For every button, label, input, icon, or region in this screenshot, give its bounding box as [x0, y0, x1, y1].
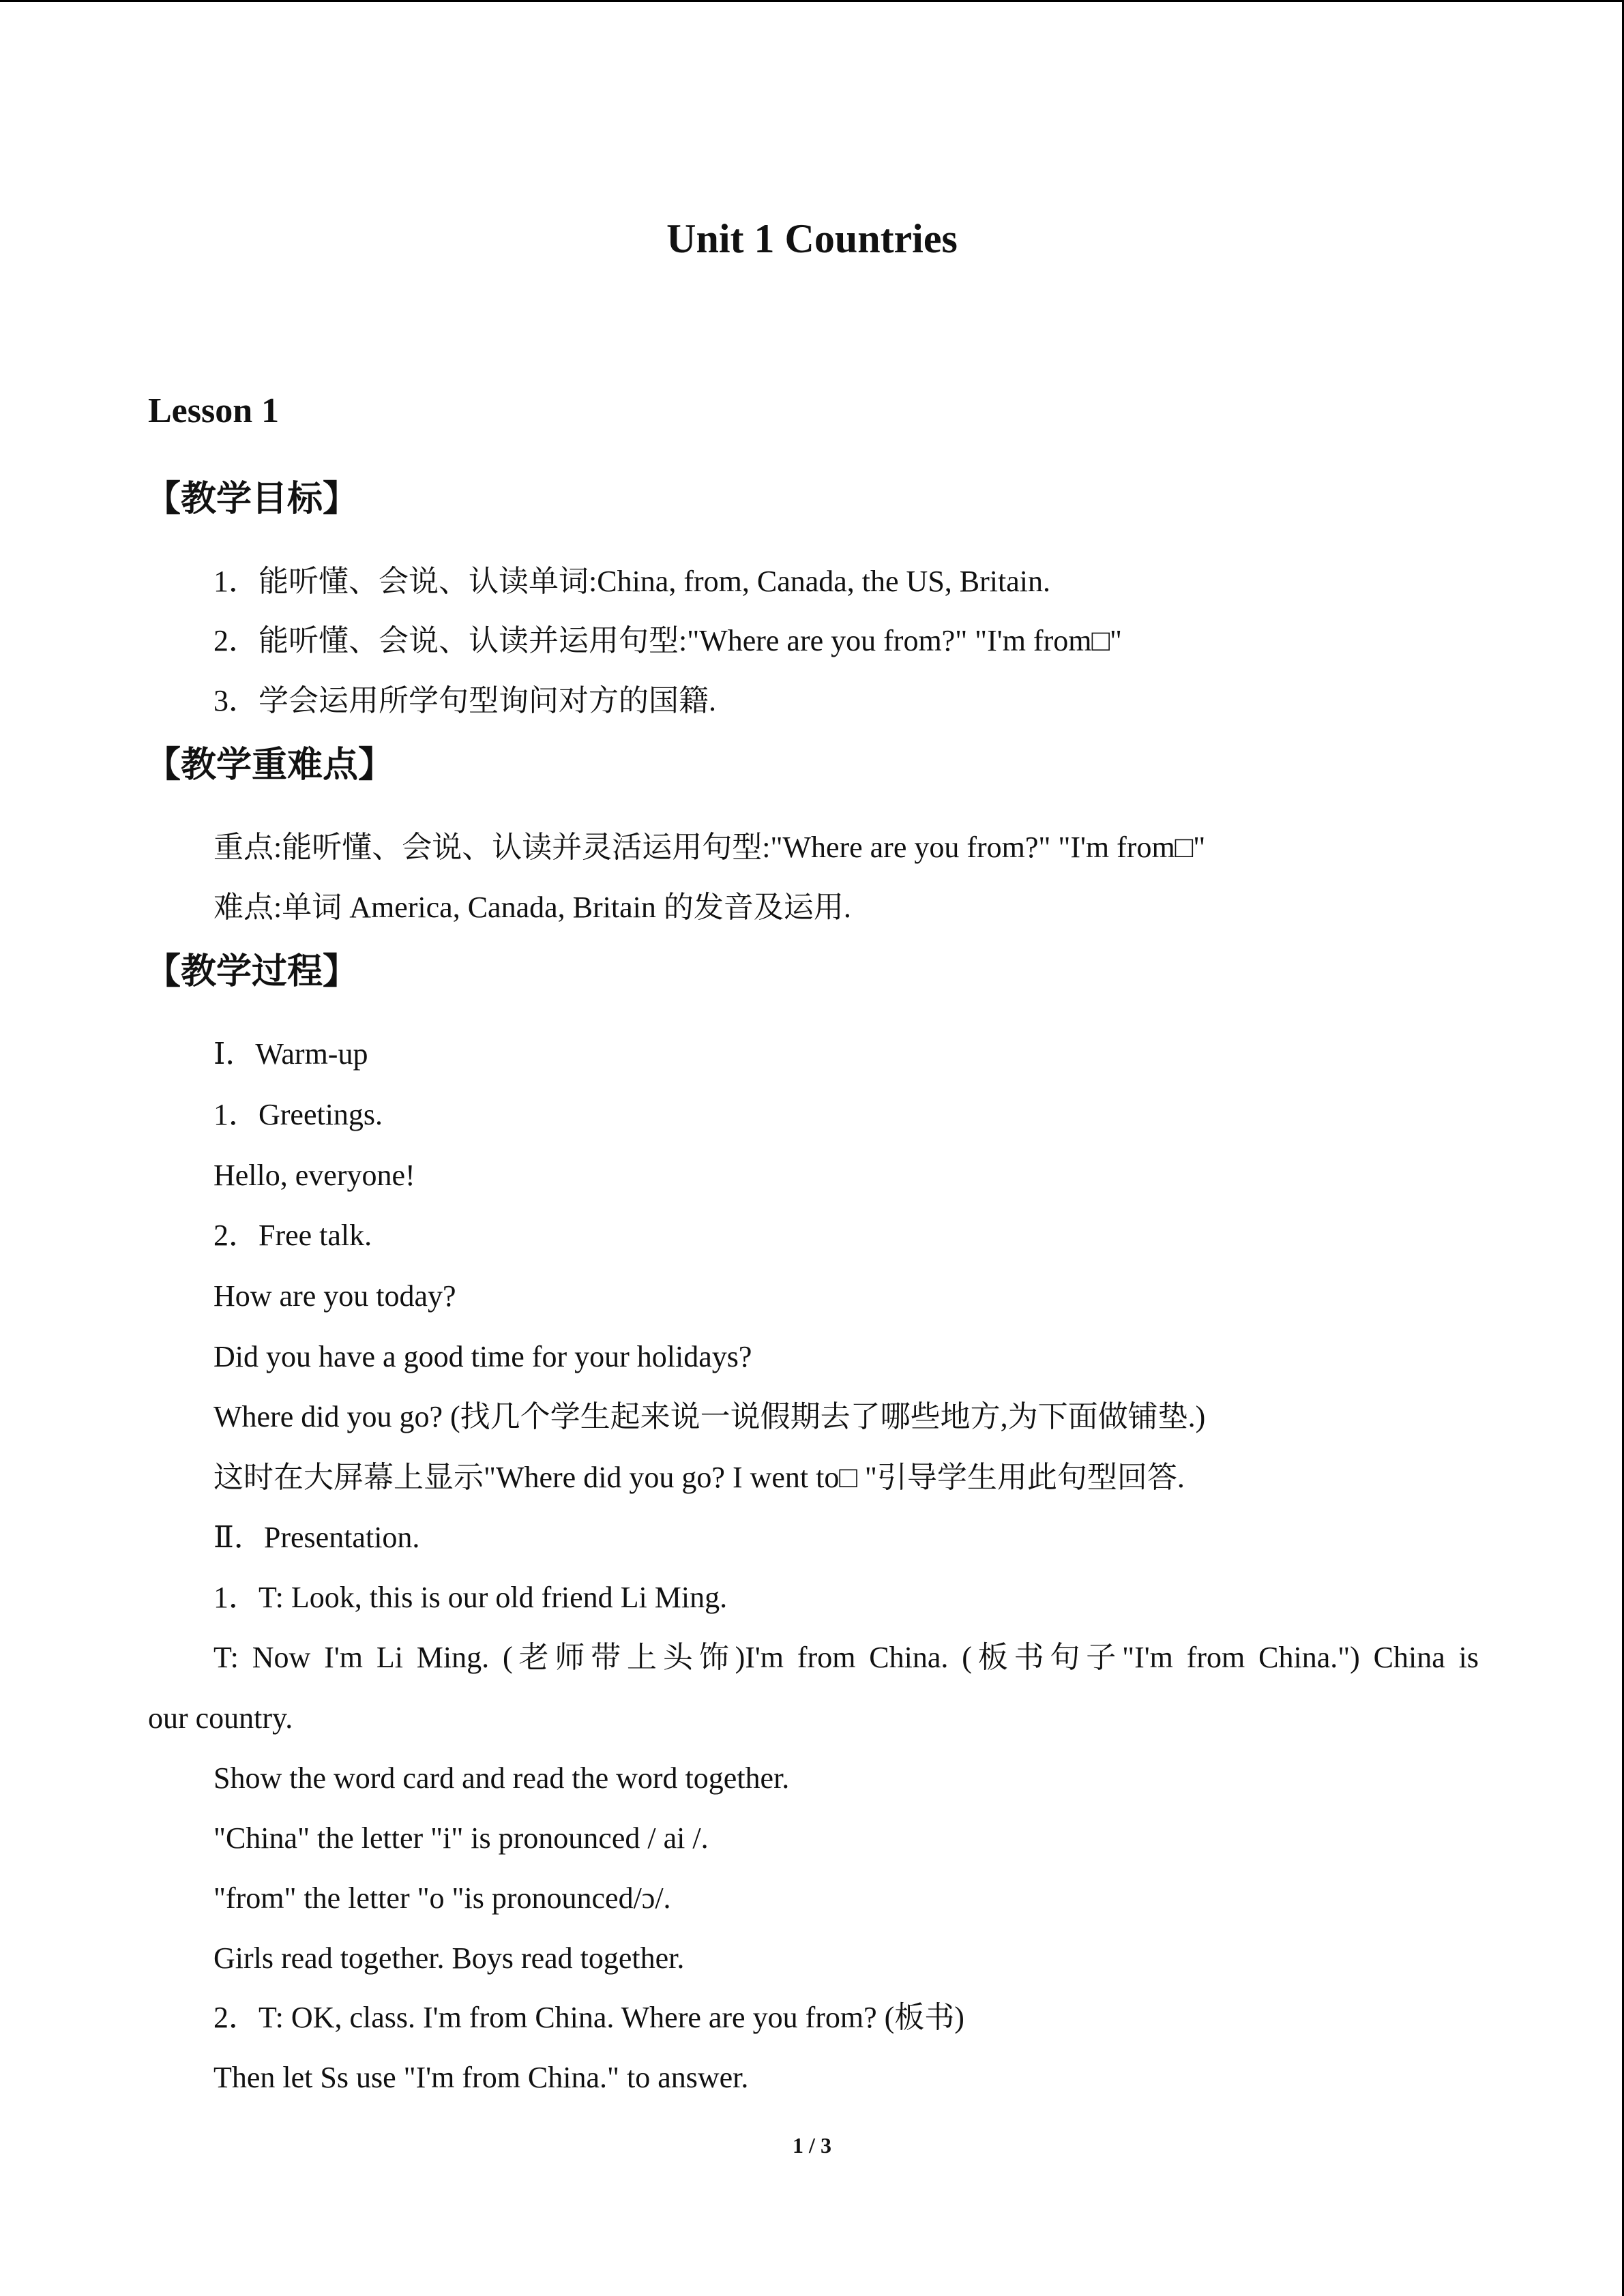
process-line: 2．Free talk.: [213, 1219, 372, 1252]
objective-item: 2．能听懂、会说、认读并运用句型:"Where are you from?" "I'm from□": [213, 624, 1122, 657]
process-line: Girls read together. Boys read together.: [213, 1941, 685, 1975]
process-paragraph-continuation: our country.: [148, 1701, 293, 1735]
process-line: Ⅰ．Warm-up: [213, 1037, 368, 1071]
objective-item: 1．能听懂、会说、认读单词:China, from, Canada, the US, Britain.: [213, 565, 1050, 598]
document-title: Unit 1 Countries: [666, 216, 958, 261]
section-heading-key-points: 【教学重难点】: [145, 746, 394, 785]
objective-item: 3．学会运用所学句型询问对方的国籍.: [213, 684, 716, 717]
process-paragraph-text: T: Now I'm Li Ming. (老师带上头饰)I'm from China. (板书句子"I'm from China.") China is: [213, 1641, 1479, 1674]
process-line: Show the word card and read the word together.: [213, 1761, 790, 1795]
process-line: Hello, everyone!: [213, 1159, 415, 1192]
top-border-rule: [0, 0, 1624, 2]
process-line: 1．Greetings.: [213, 1098, 383, 1131]
process-line: How are you today?: [213, 1279, 456, 1313]
difficulty-item: 难点:单词 America, Canada, Britain 的发音及运用.: [213, 891, 851, 924]
section-heading-process: 【教学过程】: [145, 953, 359, 992]
process-line: Did you have a good time for your holidays?: [213, 1340, 752, 1373]
process-paragraph-line: [213, 1637, 1479, 1678]
process-line: Where did you go? (找几个学生起来说一说假期去了哪些地方,为下面做铺垫.): [213, 1400, 1206, 1433]
process-line: 1．T: Look, this is our old friend Li Ming.: [213, 1581, 728, 1614]
key-point-item: 重点:能听懂、会说、认读并灵活运用句型:"Where are you from?" "I'm from□": [213, 831, 1206, 864]
process-line: "China" the letter "i" is pronounced / ai /.: [213, 1821, 709, 1855]
page-number: 1 / 3: [793, 2133, 831, 2158]
process-line: 2．T: OK, class. I'm from China. Where are you from? (板书): [213, 2001, 964, 2034]
process-line: Ⅱ．Presentation.: [213, 1521, 420, 1554]
process-line: 这时在大屏幕上显示"Where did you go? I went to□ "引导学生用此句型回答.: [213, 1461, 1185, 1494]
section-heading-objectives: 【教学目标】: [145, 480, 359, 519]
lesson-heading: Lesson 1: [148, 391, 280, 430]
process-line: Then let Ss use "I'm from China." to answer.: [213, 2061, 749, 2094]
process-line: "from" the letter "o "is pronounced/ɔ/.: [213, 1881, 671, 1915]
